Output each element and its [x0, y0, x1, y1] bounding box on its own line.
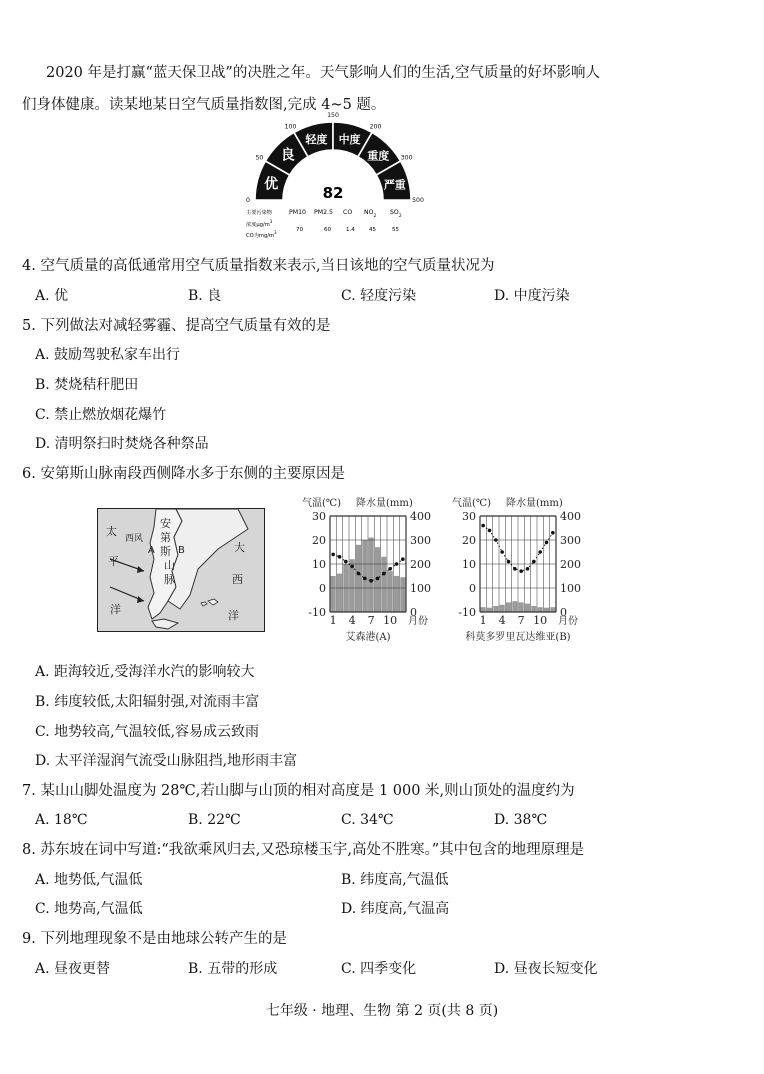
temp-point: [538, 550, 542, 554]
q6-stem: 6. 安第斯山脉南段西侧降水多于东侧的主要原因是: [22, 466, 345, 482]
gauge-level-label: 中度: [338, 133, 361, 147]
temp-tick-label: 30: [312, 510, 326, 523]
temp-point: [363, 577, 367, 581]
temp-point: [331, 553, 335, 557]
gauge-level-label: 严重: [383, 178, 406, 192]
q4-option-c[interactable]: C. 轻度污染: [341, 288, 417, 304]
chart-precip-axis-title: 降水量(mm): [356, 498, 413, 509]
q6-option-b[interactable]: B. 纬度较低,太阳辐射强,对流雨丰富: [35, 694, 260, 710]
q8-option-d[interactable]: D. 纬度高,气温高: [341, 901, 450, 917]
month-tick-label: 7: [367, 614, 375, 627]
aqi-gauge: [240, 112, 440, 240]
q8-stem: 8. 苏东坡在词中写道:“我欲乘风归去,又恐琼楼玉宇,高处不胜寒。”其中包含的地理原理是: [22, 842, 585, 858]
q8-option-c[interactable]: C. 地势高,气温低: [35, 901, 143, 917]
q7-stem: 7. 某山山脚处温度为 28℃,若山脚与山顶的相对高度是 1 000 米,则山顶处的温度约为: [22, 783, 575, 799]
precip-bar: [550, 607, 555, 612]
chart-precip-axis-title: 降水量(mm): [506, 498, 563, 509]
temp-point: [494, 538, 498, 542]
map-label-shan: 山: [164, 559, 175, 572]
precip-tick-label: 300: [410, 534, 431, 547]
precip-bar: [512, 601, 517, 612]
q7-option-d[interactable]: D. 38℃: [494, 812, 548, 828]
temp-tick-label: -10: [308, 606, 326, 619]
temp-point: [395, 562, 399, 566]
month-tick-label: 4: [498, 614, 506, 627]
pollutant-no2: $NO_2$: [364, 209, 377, 219]
page-footer: 七年级 · 地理、生物 第 2 页(共 8 页): [265, 1003, 499, 1019]
climate-chart-b: [440, 492, 595, 652]
q8-option-a[interactable]: A. 地势低,气温低: [35, 872, 143, 888]
month-tick-label: 7: [517, 614, 525, 627]
q5-option-d[interactable]: D. 清明祭扫时焚烧各种祭品: [35, 436, 209, 452]
precip-bar: [381, 557, 386, 612]
temp-tick-label: 20: [312, 534, 326, 547]
map-label-xi: 西: [232, 573, 243, 586]
map-label-b: B: [178, 545, 185, 556]
pollutant-so2: $SO_2$: [390, 209, 402, 219]
co-unit-label: CO为$mg/m^3$: [246, 230, 277, 239]
q4-option-d[interactable]: D. 中度污染: [494, 288, 570, 304]
temp-point: [350, 565, 354, 569]
q9-option-a[interactable]: A. 昼夜更替: [35, 961, 111, 977]
precip-tick-label: 100: [410, 582, 431, 595]
chart-temp-axis-title: 气温(℃): [302, 498, 341, 509]
precip-bar: [538, 607, 543, 612]
month-tick-label: 1: [479, 614, 487, 627]
chart-title: 科莫多罗里瓦达维亚(B): [465, 632, 571, 643]
pollutant-co: CO: [343, 209, 353, 216]
precip-bar: [506, 602, 511, 612]
temp-tick-label: -10: [458, 606, 476, 619]
gauge-level-label: 轻度: [305, 133, 328, 147]
precip-tick-label: 300: [560, 534, 581, 547]
gauge-tick-label: 300: [400, 154, 413, 162]
precip-bar: [493, 606, 498, 612]
temp-point: [532, 560, 536, 564]
q7-option-a[interactable]: A. 18℃: [35, 812, 88, 828]
month-tick-label: 1: [329, 614, 337, 627]
precip-tick-label: 100: [560, 582, 581, 595]
precip-bar: [400, 577, 405, 612]
map-label-di: 第: [160, 531, 171, 544]
precip-bar: [519, 602, 524, 612]
precip-tick-label: 0: [410, 606, 417, 619]
map-label-tai: 太: [106, 525, 117, 538]
precip-bar: [331, 576, 336, 612]
temp-point: [513, 567, 517, 571]
precip-bar: [388, 571, 393, 612]
q4-option-b[interactable]: B. 良: [188, 288, 222, 304]
temp-point: [344, 560, 348, 564]
intro-line-2: 们身体健康。读某地某日空气质量指数图,完成 4~5 题。: [22, 97, 386, 113]
temp-tick-label: 10: [312, 558, 326, 571]
gauge-level-label: 重度: [367, 149, 390, 163]
map-label-mai: 脉: [164, 573, 175, 586]
gauge-tick-label: 50: [255, 154, 264, 162]
q9-option-d[interactable]: D. 昼夜长短变化: [494, 961, 598, 977]
map-label-andi: 安: [160, 517, 171, 530]
map-label-yang2: 洋: [228, 609, 239, 622]
month-unit-label: 月份: [408, 616, 428, 627]
temp-point: [519, 569, 523, 573]
value-so2: 55: [392, 227, 399, 233]
map-label-wind: 西风: [125, 534, 144, 544]
precip-tick-label: 400: [560, 510, 581, 523]
gauge-tick-label: 150: [327, 112, 339, 119]
q6-option-a[interactable]: A. 距海较近,受海洋水汽的影响较大: [35, 664, 255, 680]
precip-bar: [337, 574, 342, 612]
gauge-level-label: 良: [280, 147, 295, 164]
map-label-yang: 洋: [110, 603, 121, 616]
temp-point: [507, 560, 511, 564]
temp-point: [338, 555, 342, 559]
precip-tick-label: 0: [560, 606, 567, 619]
q7-option-b[interactable]: B. 22℃: [188, 812, 241, 828]
temp-tick-label: 0: [319, 582, 326, 595]
precip-bar: [356, 545, 361, 612]
map-label-ping: 平: [108, 555, 119, 568]
temp-point: [526, 567, 530, 571]
gauge-tick-label: 200: [369, 123, 382, 131]
precip-bar: [500, 605, 505, 612]
q5-option-b[interactable]: B. 焚烧秸秆肥田: [35, 377, 139, 393]
temp-point: [357, 572, 361, 576]
month-tick-label: 4: [348, 614, 356, 627]
temp-point: [488, 529, 492, 533]
precip-bar: [544, 608, 549, 612]
temp-point: [401, 557, 405, 561]
intro-line-1: 2020 年是打赢“蓝天保卫战”的决胜之年。天气影响人们的生活,空气质量的好坏影响人: [46, 65, 600, 81]
conc-label: 浓度$\mu g/m^3$: [246, 219, 273, 228]
q8-option-b[interactable]: B. 纬度高,气温低: [341, 872, 449, 888]
month-tick-label: 10: [533, 614, 548, 627]
temp-point: [500, 550, 504, 554]
pollutant-pm10: PM10: [289, 209, 306, 216]
temp-point: [376, 577, 380, 581]
value-co: 1.4: [346, 227, 355, 233]
temp-tick-label: 30: [462, 510, 476, 523]
climate-chart-a: [290, 492, 435, 652]
pollutant-pm25: PM2.5: [314, 209, 333, 216]
precip-bar: [487, 608, 492, 612]
q9-option-c[interactable]: C. 四季变化: [341, 961, 417, 977]
gauge-tick-label: 0: [246, 197, 250, 204]
month-unit-label: 月份: [558, 616, 578, 627]
q5-option-a[interactable]: A. 鼓励驾驶私家车出行: [35, 347, 181, 363]
temp-point: [545, 541, 549, 545]
precip-bar: [525, 604, 530, 612]
q6-option-c[interactable]: C. 地势较高,气温较低,容易成云致雨: [35, 724, 260, 740]
q5-stem: 5. 下列做法对减轻雾霾、提高空气质量有效的是: [22, 318, 331, 334]
map-label-a: A: [148, 545, 155, 556]
precip-bar: [394, 576, 399, 612]
temp-tick-label: 0: [469, 582, 476, 595]
temp-tick-label: 20: [462, 534, 476, 547]
precip-bar: [369, 538, 374, 612]
chart-title: 艾森港(A): [345, 632, 391, 643]
gauge-tick-label: 100: [284, 123, 297, 131]
precip-tick-label: 200: [410, 558, 431, 571]
temp-point: [388, 567, 392, 571]
precip-bar: [362, 540, 367, 612]
month-tick-label: 10: [383, 614, 398, 627]
aqi-value: 82: [322, 184, 344, 202]
chart-temp-axis-title: 气温(℃): [452, 498, 491, 509]
temp-tick-label: 10: [462, 558, 476, 571]
precip-bar: [481, 607, 486, 612]
precip-tick-label: 200: [560, 558, 581, 571]
q6-option-d[interactable]: D. 太平洋湿润气流受山脉阻挡,地形雨丰富: [35, 753, 298, 769]
q4-option-a[interactable]: A. 优: [35, 288, 69, 304]
temp-point: [382, 572, 386, 576]
temp-point: [481, 524, 485, 528]
pollutant-label: 主要污染物: [246, 210, 272, 216]
q9-option-b[interactable]: B. 五带的形成: [188, 961, 278, 977]
gauge-tick-label: 500: [412, 197, 424, 204]
q9-stem: 9. 下列地理现象不是由地球公转产生的是: [22, 931, 287, 947]
temp-point: [369, 579, 373, 583]
q7-option-c[interactable]: C. 34℃: [341, 812, 394, 828]
value-pm25: 60: [324, 227, 331, 233]
map-label-si: 斯: [160, 545, 171, 558]
south-america-map: [97, 508, 265, 632]
precip-bar: [531, 606, 536, 612]
map-label-da: 大: [234, 541, 245, 554]
precip-tick-label: 400: [410, 510, 431, 523]
q4-stem: 4. 空气质量的高低通常用空气质量指数来表示,当日该地的空气质量状况为: [22, 258, 495, 274]
gauge-level-label: 优: [264, 176, 279, 193]
value-pm10: 70: [296, 227, 303, 233]
q5-option-c[interactable]: C. 禁止燃放烟花爆竹: [35, 407, 167, 423]
temp-point: [551, 531, 555, 535]
value-no2: 45: [369, 227, 376, 233]
